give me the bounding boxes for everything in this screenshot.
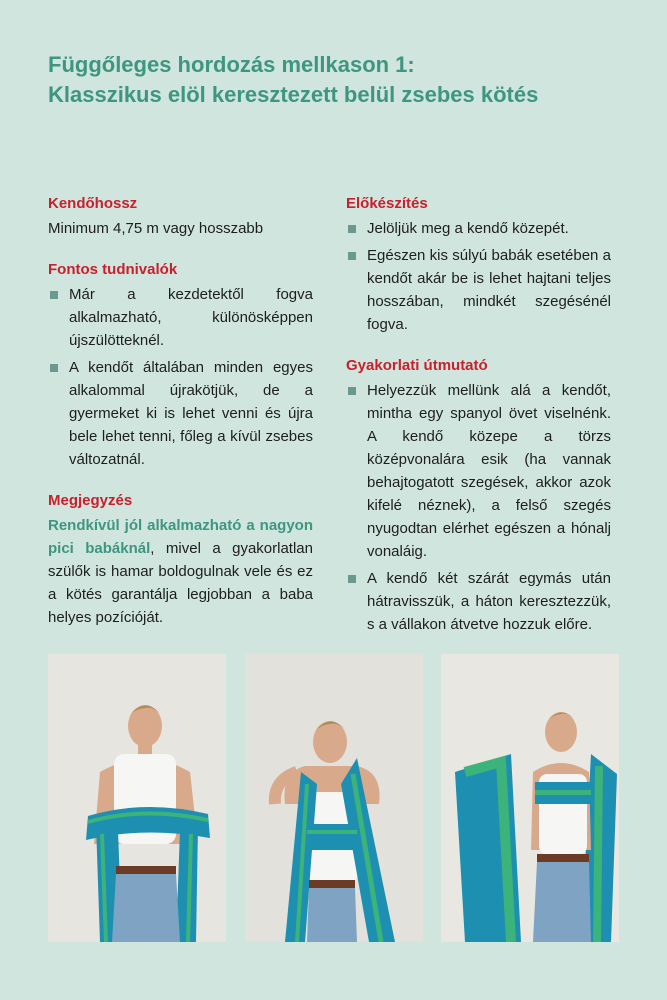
guide-section (346, 354, 611, 636)
bullet-square-icon (348, 387, 356, 395)
guide-heading: Gyakorlati útmutató (346, 357, 488, 374)
notes-heading: Fontos tudnivalók (48, 261, 178, 278)
guide-item-text: A kendő két szárát egymás után hátravisszük, a háton keresztezzük, s a vállakon átvetve hozzuk előre. (367, 570, 611, 633)
photo-strip (48, 654, 619, 942)
list-item (346, 217, 611, 240)
notes-item-text: Már a kezdetektől fogva alkalmazható, különösképpen újszülötteknél. (69, 286, 313, 349)
guide-list (346, 379, 611, 636)
prep-section (346, 192, 611, 336)
wrapping-photo-1-image (48, 654, 226, 942)
prep-list (346, 217, 611, 336)
prep-item-text: Egészen kis súlyú babák esetében a kendőt akár be is lehet hajtani teljes hosszában, mindkét szegésénél fogva. (367, 247, 611, 333)
photo-step-1 (48, 654, 226, 942)
guide-item-text: Helyezzük mellünk alá a kendőt, mintha egy spanyol övet viselnénk. A kendő közepe a törzs középvonalára esik (ha vannak behajtogatott szegések, akkor azok kifelé néznek), a felső szegés nyugodtan elérhet egészen a hónalj vonaláig. (367, 382, 611, 560)
wrapping-photo-3-image (441, 654, 619, 942)
list-item (48, 356, 313, 471)
bullet-square-icon (50, 364, 58, 372)
title-line-2: Klasszikus elöl keresztezett belül zsebes kötés (48, 82, 539, 107)
remark-section (48, 489, 313, 629)
length-section (48, 192, 313, 240)
remark-highlight: Rendkívül jól alkalmazható a nagyon pici babáknál (48, 517, 313, 557)
left-column (48, 192, 313, 647)
notes-item-text: A kendőt általában minden egyes alkalommal újrakötjük, de a gyermeket ki is lehet venni és újra bele lehet tenni, főleg a kívül zsebes változatnál. (69, 359, 313, 468)
photo-step-3 (441, 654, 619, 942)
remark-heading: Megjegyzés (48, 492, 133, 509)
page-title (48, 50, 648, 110)
prep-item-text: Jelöljük meg a kendő közepét. (367, 220, 569, 237)
remark-body: , mivel a gyakorlatlan szülők is hamar boldogulnak vele és ez a kötés garantálja legjobban a baba helyes pozícióját. (48, 540, 313, 626)
wrapping-photo-2-image (245, 654, 423, 942)
bullet-square-icon (50, 291, 58, 299)
list-item (346, 567, 611, 636)
prep-heading: Előkészítés (346, 195, 428, 212)
photo-step-2 (245, 654, 423, 942)
notes-section (48, 258, 313, 471)
list-item (346, 379, 611, 563)
bullet-square-icon (348, 252, 356, 260)
notes-list (48, 283, 313, 471)
bullet-square-icon (348, 575, 356, 583)
bullet-square-icon (348, 225, 356, 233)
list-item (48, 283, 313, 352)
right-column (346, 192, 611, 654)
length-text: Minimum 4,75 m vagy hosszabb (48, 220, 264, 237)
length-heading: Kendőhossz (48, 195, 138, 212)
title-line-1: Függőleges hordozás mellkason 1: (48, 52, 415, 77)
remark-text (48, 514, 313, 629)
list-item (346, 244, 611, 336)
